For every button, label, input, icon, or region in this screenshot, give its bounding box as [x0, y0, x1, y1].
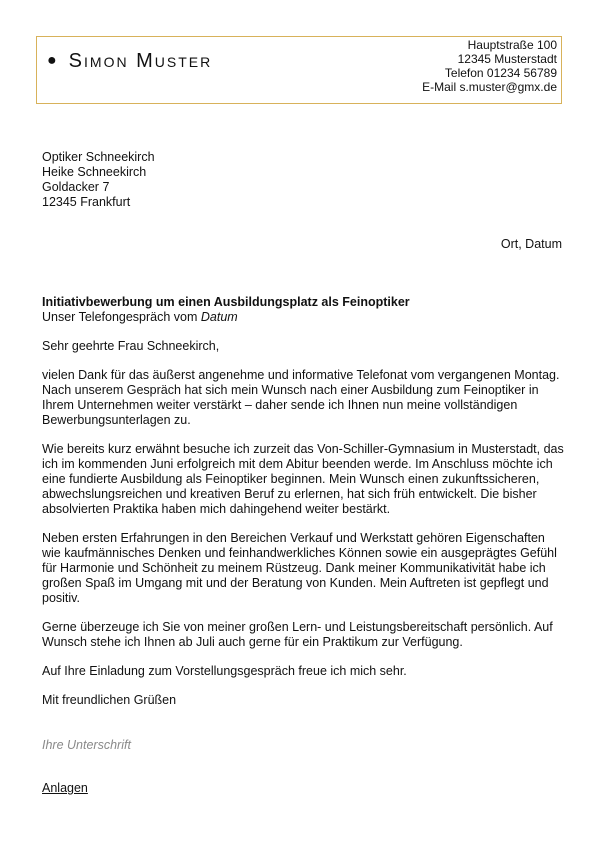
- subline-date: Datum: [200, 310, 238, 324]
- sender-phone: Telefon 01234 56789: [444, 66, 557, 80]
- signature: Ihre Unterschrift: [42, 738, 131, 752]
- sender-street: Hauptstraße 100: [467, 38, 557, 52]
- sender-contact: [422, 38, 557, 94]
- recipient-city: 12345 Frankfurt: [42, 195, 131, 209]
- attachments-label: Anlagen: [42, 781, 88, 795]
- letter-subline: [42, 310, 564, 325]
- paragraph-3: Neben ersten Erfahrungen in den Bereichen Verkauf und Werkstatt gehören Eigenschaften wie kaufmännisches Denken und feinhandwerkliches Können sowie ein ausgeprägtes Gefühl für Harmonie und Schönheit zu meinem Rüstzeug. Dank meiner Kommunikativität habe ich großen Spaß im Umgang mit und der Beratung von Kunden. Mein Auftreten ist gepflegt und positiv.: [42, 531, 557, 605]
- letter-subject: Initiativbewerbung um einen Ausbildungsplatz als Feinoptiker: [42, 295, 410, 309]
- sender-name-block: [47, 51, 212, 71]
- paragraph-2: Wie bereits kurz erwähnt besuche ich zurzeit das Von-Schiller-Gymnasium in Musterstadt, das ich im kommenden Juni erfolgreich mit dem Abitur beenden werde. Im Anschluss möchte ich eine fundierte Ausbildung als Feinoptiker beginnen. Mein Wunsch einen zukunftssicheren, abwechslungsreichen und kreativen Beruf zu erlernen, hat sich früh entwickelt. Die bisher absolvierten Praktika haben mich dahingehend weiter bestärkt.: [42, 442, 564, 516]
- letter-date: Ort, Datum: [500, 237, 562, 251]
- sender-city: 12345 Musterstadt: [457, 52, 557, 66]
- bullet-icon: ●: [47, 52, 57, 69]
- paragraph-5: Auf Ihre Einladung zum Vorstellungsgespräch freue ich mich sehr.: [42, 664, 407, 678]
- sender-name: Simon Muster: [68, 50, 213, 72]
- letterhead: [36, 36, 562, 104]
- recipient-company: Optiker Schneekirch: [42, 150, 155, 164]
- recipient-person: Heike Schneekirch: [42, 165, 147, 179]
- recipient-street: Goldacker 7: [42, 180, 110, 194]
- subline-prefix: Unser Telefongespräch vom: [42, 310, 201, 324]
- paragraph-1: vielen Dank für das äußerst angenehme und informative Telefonat vom vergangenen Montag. Nach unserem Gespräch hat sich mein Wunsch nach einer Ausbildung zum Feinoptiker in Ihrem Unternehmen weiter verstärkt – daher sende ich Ihnen nun meine vollständigen Bewerbungsunterlagen zu.: [42, 368, 560, 427]
- letter-body: [42, 295, 564, 796]
- paragraph-4: Gerne überzeuge ich Sie von meiner großen Lern- und Leistungsbereitschaft persönlich. Auf Wunsch stehe ich Ihnen ab Juli auch gerne für ein Praktikum zur Verfügung.: [42, 620, 553, 649]
- sender-email: E-Mail s.muster@gmx.de: [422, 80, 557, 94]
- recipient-address: [42, 150, 155, 210]
- closing: Mit freundlichen Grüßen: [42, 693, 177, 707]
- salutation: Sehr geehrte Frau Schneekirch,: [42, 339, 220, 353]
